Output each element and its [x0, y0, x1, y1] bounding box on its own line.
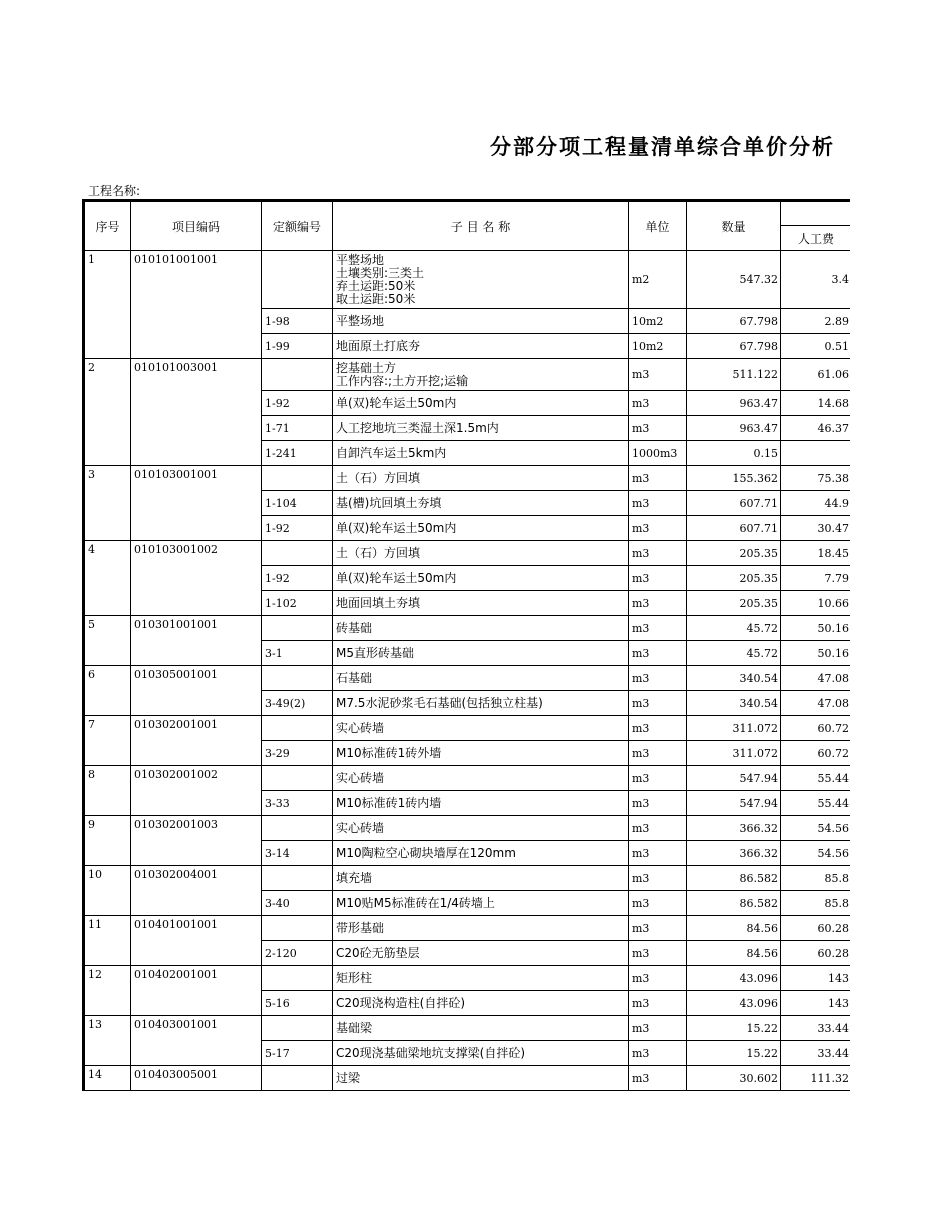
unit-cell: m3: [629, 866, 687, 891]
quantity-cell: 511.122: [687, 359, 781, 391]
quota-code-cell: 3-49(2): [262, 691, 333, 716]
quota-code-cell: [262, 251, 333, 309]
seq-cell: 5: [84, 616, 131, 666]
name-cell: [333, 691, 629, 716]
labor-cost-cell: 30.47: [781, 516, 851, 541]
unit-cell: m3: [629, 1041, 687, 1066]
header-labor: 人工费: [781, 226, 851, 251]
quota-code-cell: 1-102: [262, 591, 333, 616]
labor-cost-cell: 47.08: [781, 691, 851, 716]
unit-cell: m3: [629, 591, 687, 616]
labor-cost-cell: 44.9: [781, 491, 851, 516]
name-cell: [333, 891, 629, 916]
quota-code-cell: [262, 541, 333, 566]
unit-cell: m3: [629, 841, 687, 866]
quota-code-cell: [262, 916, 333, 941]
quantity-cell: 607.71: [687, 516, 781, 541]
name-cell: [333, 251, 629, 309]
unit-cell: m3: [629, 466, 687, 491]
name-line: 地面回填土夯填: [336, 595, 421, 610]
name-line: 平整场地: [336, 252, 385, 267]
item-code-cell: 010101003001: [131, 359, 262, 466]
quota-code-cell: [262, 1016, 333, 1041]
quantity-cell: 205.35: [687, 566, 781, 591]
labor-cost-cell: 50.16: [781, 641, 851, 666]
quantity-cell: 547.32: [687, 251, 781, 309]
table-row-item: [84, 466, 851, 491]
quota-code-cell: [262, 716, 333, 741]
name-line: 砖基础: [336, 620, 373, 635]
item-code-cell: 010403001001: [131, 1016, 262, 1066]
quantity-cell: 43.096: [687, 966, 781, 991]
table-header-row: [84, 201, 851, 226]
header-seq: 序号: [84, 201, 131, 251]
name-line: M7.5水泥砂浆毛石基础(包括独立柱基): [336, 695, 543, 710]
quota-code-cell: 1-92: [262, 391, 333, 416]
item-code-cell: 010103001002: [131, 541, 262, 616]
quota-code-cell: 1-241: [262, 441, 333, 466]
quantity-cell: 607.71: [687, 491, 781, 516]
table-row-item: [84, 616, 851, 641]
name-line: C20现浇基础梁地坑支撑梁(自拌砼): [336, 1045, 526, 1060]
name-cell: [333, 666, 629, 691]
name-cell: [333, 516, 629, 541]
name-line: 弃土运距:50米: [336, 278, 416, 293]
labor-cost-cell: 55.44: [781, 791, 851, 816]
labor-cost-cell: 61.06: [781, 359, 851, 391]
unit-cell: m3: [629, 991, 687, 1016]
name-cell: [333, 616, 629, 641]
name-cell: [333, 841, 629, 866]
name-line: 填充墙: [336, 870, 373, 885]
table-row-item: [84, 251, 851, 309]
name-cell: [333, 816, 629, 841]
quantity-cell: 86.582: [687, 891, 781, 916]
unit-cell: m3: [629, 541, 687, 566]
unit-cell: m3: [629, 766, 687, 791]
name-line: 单(双)轮车运土50m内: [336, 395, 457, 410]
labor-cost-cell: 10.66: [781, 591, 851, 616]
name-line: 土（石）方回填: [336, 470, 421, 485]
quota-code-cell: 2-120: [262, 941, 333, 966]
quota-code-cell: 1-98: [262, 309, 333, 334]
seq-cell: 6: [84, 666, 131, 716]
quota-code-cell: 5-17: [262, 1041, 333, 1066]
name-cell: [333, 416, 629, 441]
name-cell: [333, 966, 629, 991]
labor-cost-cell: 60.72: [781, 741, 851, 766]
name-cell: [333, 941, 629, 966]
name-line: M10标准砖1砖内墙: [336, 795, 442, 810]
quota-code-cell: [262, 816, 333, 841]
table-row-item: [84, 359, 851, 391]
item-code-cell: 010402001001: [131, 966, 262, 1016]
name-line: 挖基础土方: [336, 360, 397, 375]
name-line: 地面原土打底夯: [336, 338, 421, 353]
unit-cell: m3: [629, 791, 687, 816]
labor-cost-cell: 143: [781, 991, 851, 1016]
seq-cell: 3: [84, 466, 131, 541]
unit-cell: m3: [629, 391, 687, 416]
page-title: 分部分项工程量清单综合单价分析: [490, 134, 835, 159]
name-line: C20砼无筋垫层: [336, 945, 420, 960]
name-cell: [333, 866, 629, 891]
name-cell: [333, 991, 629, 1016]
name-cell: [333, 391, 629, 416]
seq-cell: 12: [84, 966, 131, 1016]
quantity-cell: 30.602: [687, 1066, 781, 1091]
name-cell: [333, 566, 629, 591]
unit-cell: m3: [629, 1066, 687, 1091]
quantity-cell: 155.362: [687, 466, 781, 491]
item-code-cell: 010302001002: [131, 766, 262, 816]
unit-cell: m3: [629, 416, 687, 441]
quantity-cell: 84.56: [687, 941, 781, 966]
unit-cell: m3: [629, 491, 687, 516]
header-quota-code: 定额编号: [262, 201, 333, 251]
quota-code-cell: [262, 966, 333, 991]
labor-cost-cell: 3.4: [781, 251, 851, 309]
labor-cost-cell: 14.68: [781, 391, 851, 416]
project-name-label: 工程名称:: [88, 184, 141, 198]
labor-cost-cell: 54.56: [781, 841, 851, 866]
name-line: 矩形柱: [336, 970, 373, 985]
quantity-cell: 963.47: [687, 416, 781, 441]
item-code-cell: 010103001001: [131, 466, 262, 541]
table-row-item: [84, 816, 851, 841]
name-cell: [333, 591, 629, 616]
name-cell: [333, 491, 629, 516]
name-cell: [333, 791, 629, 816]
quantity-cell: 547.94: [687, 791, 781, 816]
name-line: 单(双)轮车运土50m内: [336, 570, 457, 585]
quantity-cell: 366.32: [687, 841, 781, 866]
quota-code-cell: [262, 466, 333, 491]
unit-cell: m3: [629, 616, 687, 641]
unit-cell: m3: [629, 1016, 687, 1041]
item-code-cell: 010305001001: [131, 666, 262, 716]
item-code-cell: 010101001001: [131, 251, 262, 359]
quantity-cell: 15.22: [687, 1016, 781, 1041]
quantity-cell: 311.072: [687, 741, 781, 766]
seq-cell: 9: [84, 816, 131, 866]
quota-code-cell: 3-1: [262, 641, 333, 666]
item-code-cell: 010302004001: [131, 866, 262, 916]
labor-cost-cell: 47.08: [781, 666, 851, 691]
quantity-cell: 15.22: [687, 1041, 781, 1066]
labor-cost-cell: 46.37: [781, 416, 851, 441]
quantity-cell: 86.582: [687, 866, 781, 891]
quota-code-cell: [262, 1066, 333, 1091]
quantity-cell: 340.54: [687, 691, 781, 716]
quota-code-cell: 5-16: [262, 991, 333, 1016]
labor-cost-cell: 33.44: [781, 1041, 851, 1066]
table-row-item: [84, 916, 851, 941]
unit-cell: m3: [629, 891, 687, 916]
header-cost-group: [781, 201, 851, 226]
quantity-cell: 340.54: [687, 666, 781, 691]
seq-cell: 14: [84, 1066, 131, 1091]
quantity-cell: 43.096: [687, 991, 781, 1016]
unit-cell: 10m2: [629, 334, 687, 359]
seq-cell: 1: [84, 251, 131, 359]
name-cell: [333, 359, 629, 391]
quota-code-cell: 3-40: [262, 891, 333, 916]
name-line: 带形基础: [336, 920, 385, 935]
labor-cost-cell: 60.28: [781, 941, 851, 966]
header-item-code: 项目编码: [131, 201, 262, 251]
table-row-item: [84, 666, 851, 691]
unit-cell: m2: [629, 251, 687, 309]
quantity-cell: 963.47: [687, 391, 781, 416]
seq-cell: 8: [84, 766, 131, 816]
table-row-item: [84, 766, 851, 791]
name-cell: [333, 309, 629, 334]
unit-cell: m3: [629, 566, 687, 591]
analysis-table: [82, 199, 850, 1091]
quantity-cell: 84.56: [687, 916, 781, 941]
quota-code-cell: [262, 616, 333, 641]
name-cell: [333, 1066, 629, 1091]
table-row-item: [84, 1016, 851, 1041]
name-cell: [333, 716, 629, 741]
name-line: 工作内容:;土方开挖;运输: [336, 373, 469, 388]
name-line: M10陶粒空心砌块墙厚在120mm: [336, 845, 516, 860]
quantity-cell: 366.32: [687, 816, 781, 841]
table-row-item: [84, 866, 851, 891]
name-cell: [333, 466, 629, 491]
name-cell: [333, 441, 629, 466]
quota-code-cell: 3-33: [262, 791, 333, 816]
name-cell: [333, 541, 629, 566]
name-line: 实心砖墙: [336, 770, 385, 785]
labor-cost-cell: 7.79: [781, 566, 851, 591]
unit-cell: m3: [629, 741, 687, 766]
name-cell: [333, 741, 629, 766]
name-line: 人工挖地坑三类湿土深1.5m内: [336, 420, 499, 435]
quota-code-cell: 1-104: [262, 491, 333, 516]
item-code-cell: 010301001001: [131, 616, 262, 666]
item-code-cell: 010302001001: [131, 716, 262, 766]
quota-code-cell: 1-71: [262, 416, 333, 441]
labor-cost-cell: 60.28: [781, 916, 851, 941]
labor-cost-cell: 50.16: [781, 616, 851, 641]
quota-code-cell: [262, 359, 333, 391]
labor-cost-cell: 75.38: [781, 466, 851, 491]
unit-cell: 1000m3: [629, 441, 687, 466]
analysis-table-viewport: [82, 199, 850, 1116]
labor-cost-cell: 55.44: [781, 766, 851, 791]
quantity-cell: 311.072: [687, 716, 781, 741]
unit-cell: m3: [629, 966, 687, 991]
quota-code-cell: [262, 766, 333, 791]
name-line: 取土运距:50米: [336, 291, 416, 306]
table-row-item: [84, 966, 851, 991]
name-line: 实心砖墙: [336, 820, 385, 835]
name-line: M10标准砖1砖外墙: [336, 745, 442, 760]
labor-cost-cell: 18.45: [781, 541, 851, 566]
quantity-cell: 205.35: [687, 541, 781, 566]
unit-cell: 10m2: [629, 309, 687, 334]
quantity-cell: 45.72: [687, 641, 781, 666]
seq-cell: 4: [84, 541, 131, 616]
name-line: 单(双)轮车运土50m内: [336, 520, 457, 535]
header-unit: 单位: [629, 201, 687, 251]
table-row-item: [84, 1066, 851, 1091]
name-cell: [333, 766, 629, 791]
seq-cell: 2: [84, 359, 131, 466]
name-line: M10贴M5标准砖在1/4砖墙上: [336, 895, 495, 910]
seq-cell: 13: [84, 1016, 131, 1066]
name-line: 基础梁: [336, 1020, 373, 1035]
labor-cost-cell: 60.72: [781, 716, 851, 741]
name-cell: [333, 334, 629, 359]
labor-cost-cell: 85.8: [781, 866, 851, 891]
quantity-cell: 205.35: [687, 591, 781, 616]
name-cell: [333, 916, 629, 941]
labor-cost-cell: 111.32: [781, 1066, 851, 1091]
name-line: M5直形砖基础: [336, 645, 414, 660]
table-row-item: [84, 716, 851, 741]
unit-cell: m3: [629, 941, 687, 966]
unit-cell: m3: [629, 691, 687, 716]
table-row-item: [84, 541, 851, 566]
item-code-cell: 010401001001: [131, 916, 262, 966]
name-cell: [333, 1041, 629, 1066]
unit-cell: m3: [629, 666, 687, 691]
item-code-cell: 010302001003: [131, 816, 262, 866]
labor-cost-cell: 0.51: [781, 334, 851, 359]
quota-code-cell: 3-14: [262, 841, 333, 866]
name-line: 基(槽)坑回填土夯填: [336, 495, 442, 510]
quota-code-cell: 1-92: [262, 566, 333, 591]
labor-cost-cell: 143: [781, 966, 851, 991]
labor-cost-cell: 54.56: [781, 816, 851, 841]
name-line: 土（石）方回填: [336, 545, 421, 560]
quantity-cell: 0.15: [687, 441, 781, 466]
quantity-cell: 67.798: [687, 309, 781, 334]
name-line: 实心砖墙: [336, 720, 385, 735]
name-line: 土壤类别:三类土: [336, 265, 425, 280]
quota-code-cell: [262, 666, 333, 691]
name-line: 自卸汽车运土5km内: [336, 445, 447, 460]
name-cell: [333, 1016, 629, 1041]
quota-code-cell: [262, 866, 333, 891]
quota-code-cell: 3-29: [262, 741, 333, 766]
quota-code-cell: 1-92: [262, 516, 333, 541]
quantity-cell: 67.798: [687, 334, 781, 359]
quantity-cell: 45.72: [687, 616, 781, 641]
name-line: 石基础: [336, 670, 373, 685]
quantity-cell: 547.94: [687, 766, 781, 791]
name-cell: [333, 641, 629, 666]
name-line: 平整场地: [336, 313, 385, 328]
header-name: 子 目 名 称: [333, 201, 629, 251]
labor-cost-cell: 33.44: [781, 1016, 851, 1041]
unit-cell: m3: [629, 716, 687, 741]
labor-cost-cell: [781, 441, 851, 466]
seq-cell: 10: [84, 866, 131, 916]
quota-code-cell: 1-99: [262, 334, 333, 359]
seq-cell: 11: [84, 916, 131, 966]
header-quantity: 数量: [687, 201, 781, 251]
unit-cell: m3: [629, 816, 687, 841]
name-line: C20现浇构造柱(自拌砼): [336, 995, 466, 1010]
labor-cost-cell: 2.89: [781, 309, 851, 334]
unit-cell: m3: [629, 516, 687, 541]
unit-cell: m3: [629, 916, 687, 941]
unit-cell: m3: [629, 641, 687, 666]
seq-cell: 7: [84, 716, 131, 766]
unit-cell: m3: [629, 359, 687, 391]
item-code-cell: 010403005001: [131, 1066, 262, 1091]
name-line: 过梁: [336, 1070, 361, 1085]
labor-cost-cell: 85.8: [781, 891, 851, 916]
